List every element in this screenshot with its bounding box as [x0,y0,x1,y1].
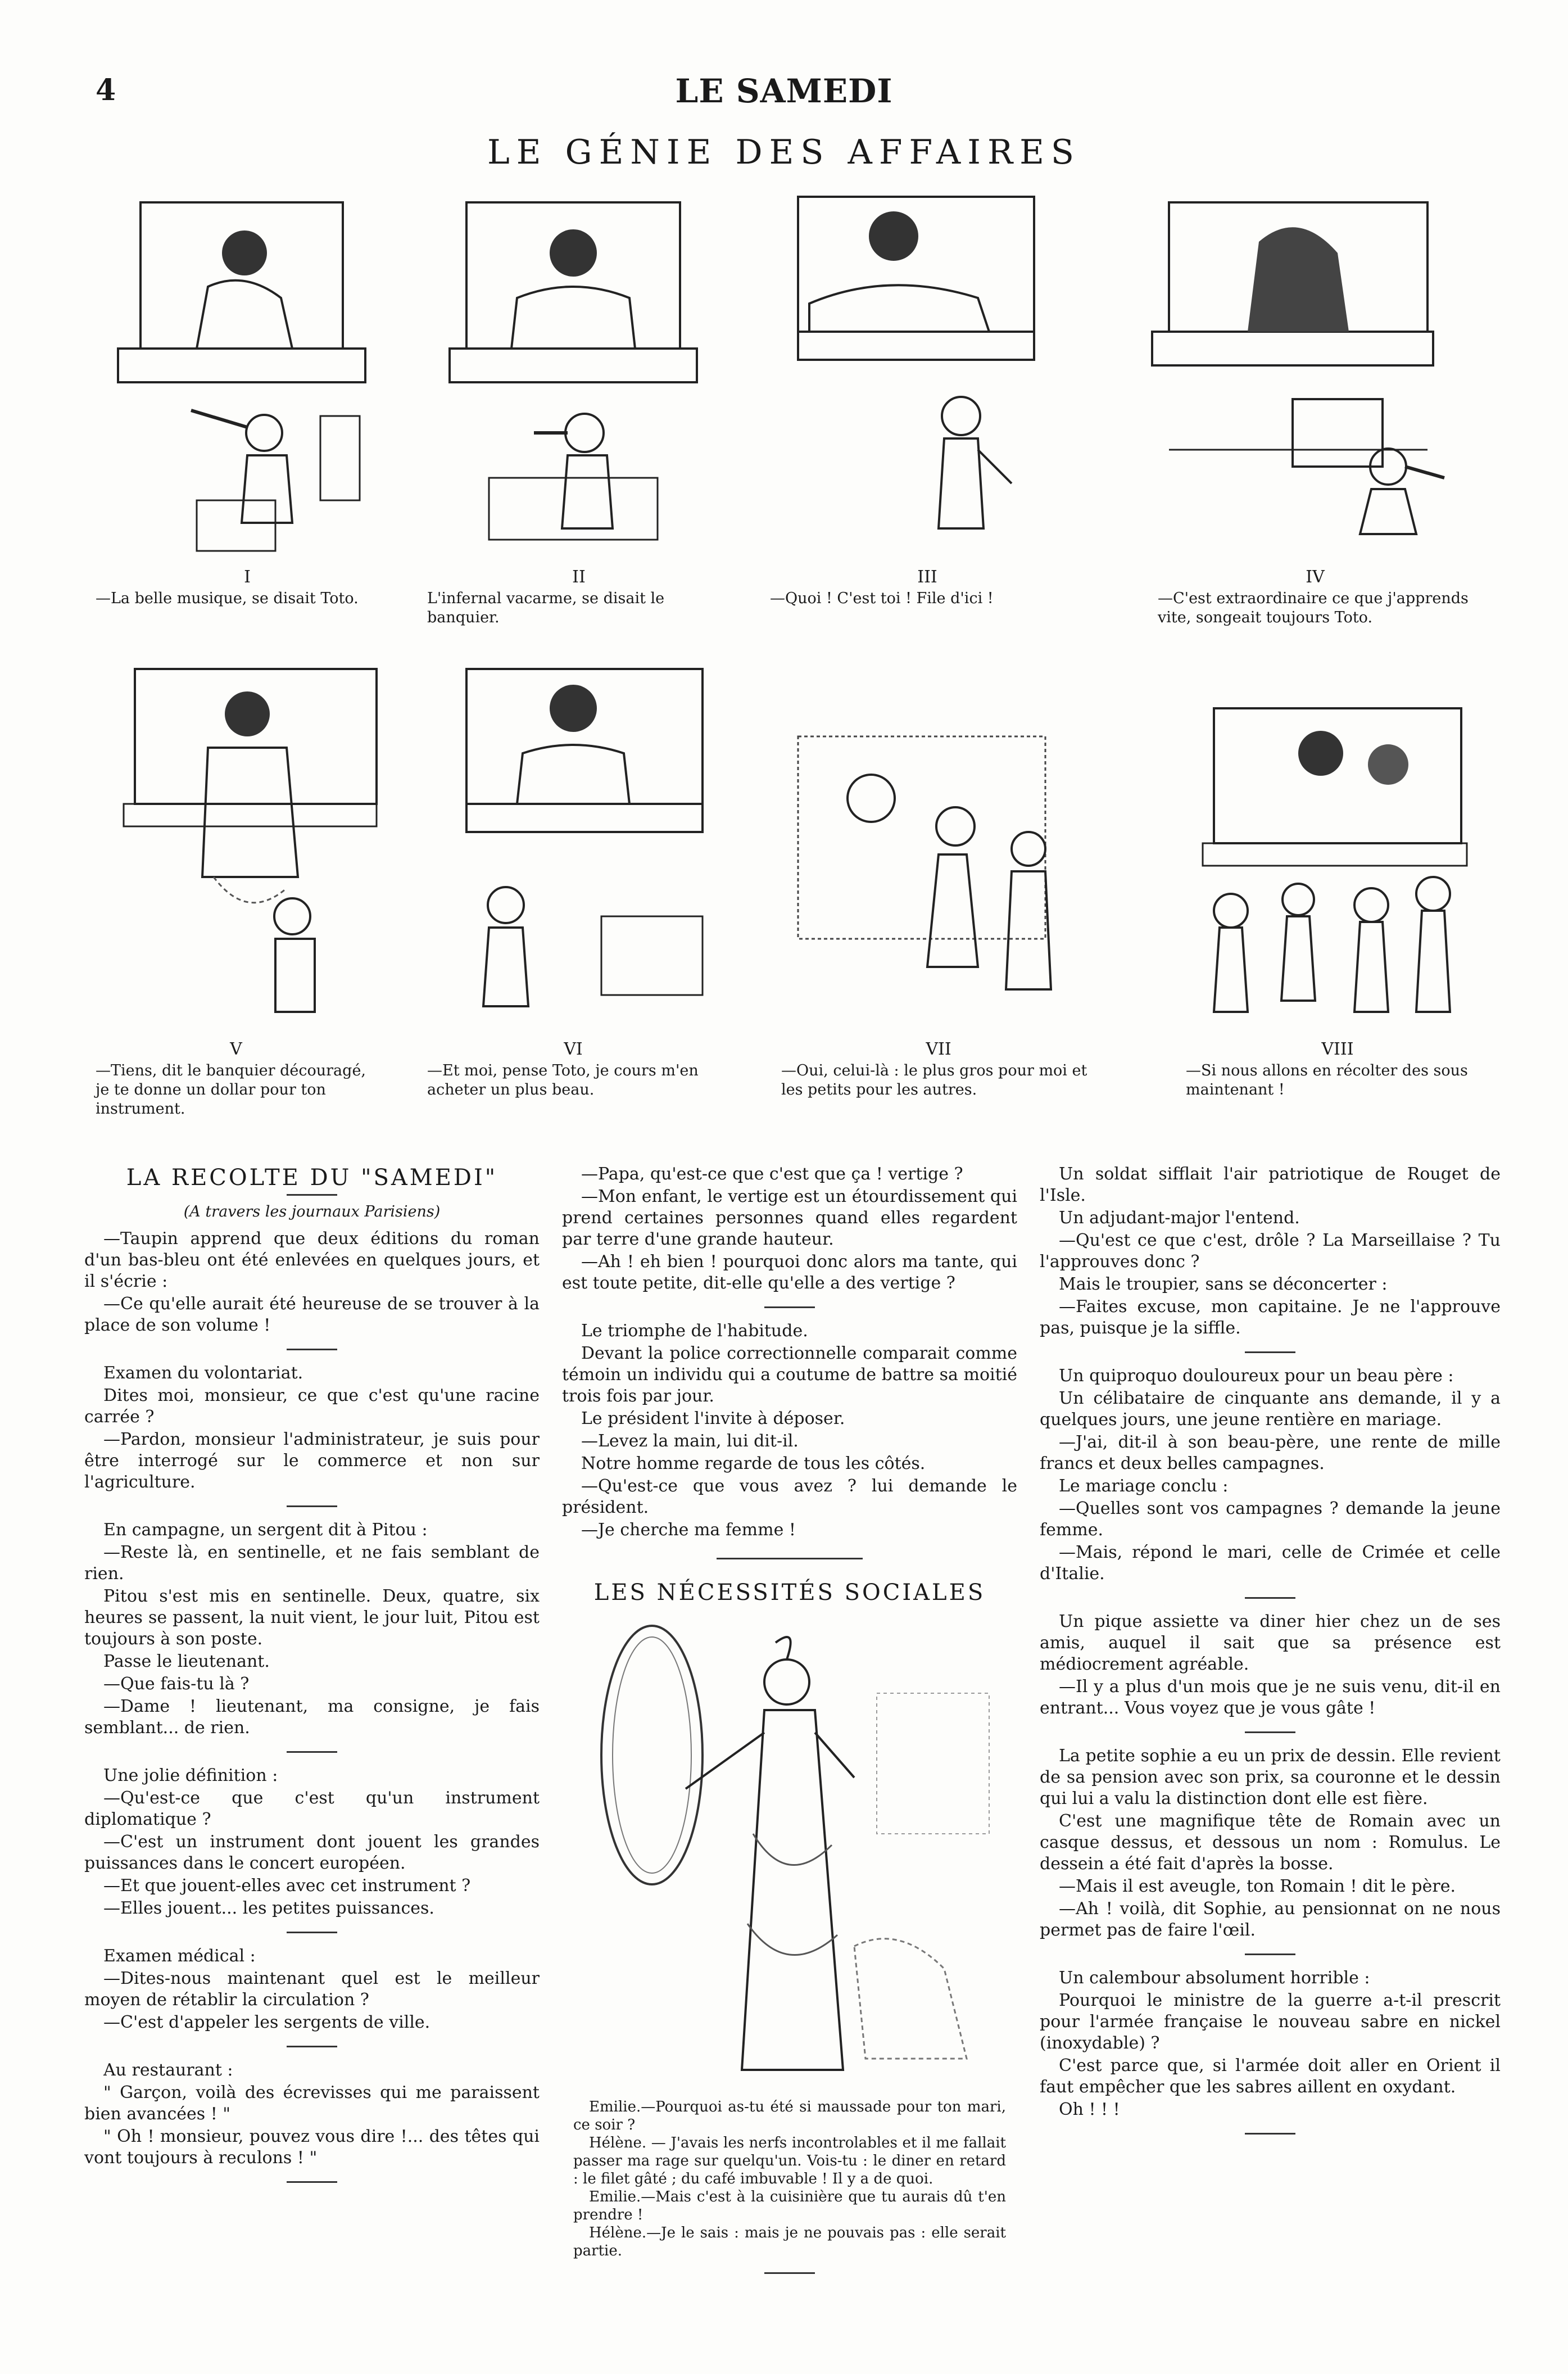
paragraph: —Ah ! voilà, dit Sophie, au pensionnat on ne nous permet pas de faire l'œil. [1040,1899,1501,1940]
paragraph: " Garçon, voilà des écrevisses qui me paraissent bien avancées ! " [84,2083,540,2124]
paragraph: —Elles jouent... les petites puissances. [103,1898,434,1918]
paragraph: —Et que jouent-elles avec cet instrument ? [103,1876,471,1896]
panel-4-text: —C'est extraordinaire ce que j'apprends vite, songeait toujours Toto. [1158,590,1469,626]
cartoon-panel-8 [1186,697,1478,1034]
paragraph: —Ce qu'elle aurait été heureuse de se trouver à la place de son volume ! [84,1294,540,1335]
divider [287,1932,337,1933]
paragraph: Au restaurant : [103,2060,233,2080]
panel-3-drawing [776,169,1068,557]
panel-8-caption [1186,1040,1489,1100]
divider [764,2272,815,2274]
divider [1245,1731,1295,1733]
paragraph: Un quiproquo douloureux pour un beau père : [1059,1366,1454,1386]
paragraph: Devant la police correctionnelle comparait comme témoin un individu qui a coutume de battre sa moitié trois fois par jour. [562,1344,1017,1406]
paragraph: —Taupin apprend que deux éditions du roman d'un bas-bleu ont été enlevées en quelques jours, et il s'écrie : [84,1229,540,1291]
paragraph: C'est parce que, si l'armée doit aller en Orient il faut empêcher que les sabres aillent en oxydant. [1040,2056,1501,2097]
paragraph: —Mon enfant, le vertige est un étourdissement qui prend certaines personnes quand elles regardent par terre d'une grande hauteur. [562,1187,1017,1249]
divider [287,1349,337,1350]
paragraph: Un soldat sifflait l'air patriotique de Rouget de l'Isle. [1040,1164,1501,1205]
panel-7-text: —Oui, celui-là : le plus gros pour moi et les petits pour les autres. [781,1062,1087,1098]
caption-line: Hélène. — J'avais les nerfs incontrolables et il me fallait passer ma rage sur quelqu'un. Vois-tu : le diner en retard : le filet gâté ; du café imbuvable ! Il y a de quoi. [573,2135,1006,2187]
necessites-illustration [562,1609,1017,2098]
paragraph: La petite sophie a eu un prix de dessin. Elle revient de sa pension avec son prix, sa couronne et le dessin qui lui a valu la distinction dont elle est fière. [1040,1746,1501,1808]
paragraph: " Oh ! monsieur, pouvez vous dire !... des têtes qui vont toujours à reculons ! " [84,2127,540,2168]
panel-3-caption [770,568,1085,608]
divider [287,1751,337,1753]
paragraph: Un célibataire de cinquante ans demande, il y a quelques jours, une jeune rentière en mariage. [1040,1389,1501,1430]
paragraph: —J'ai, dit-il à son beau-père, une rente de mille francs et deux belles campagnes. [1040,1432,1501,1473]
paragraph: Dites moi, monsieur, ce que c'est qu'une racine carrée ? [84,1386,540,1427]
paragraph: —Dites-nous maintenant quel est le meilleur moyen de rétablir la circulation ? [84,1969,540,2010]
column-3 [1040,1164,1501,2147]
panel-7-caption [781,1040,1096,1100]
paragraph: Passe le lieutenant. [103,1652,270,1671]
panel-2-text: L'infernal vacarme, se disait le banquier. [427,590,665,626]
cartoon-panel-6 [433,641,736,1034]
panel-3-number: III [917,567,937,587]
paragraph: —C'est d'appeler les sergents de ville. [103,2013,430,2032]
panel-5-text: —Tiens, dit le banquier découragé, je te donne un dollar pour ton instrument. [96,1062,366,1118]
paragraph: Le triomphe de l'habitude. [581,1321,808,1341]
caption-line: Hélène.—Je le sais : mais je ne pouvais pas : elle serait partie. [573,2224,1006,2259]
paragraph: —Que fais-tu là ? [103,1674,250,1694]
paragraph: Pourquoi le ministre de la guerre a-t-il prescrit pour l'armée française le nouveau sabre en nickel (inoxydable) ? [1040,1991,1501,2053]
cartoon-panel-3 [776,169,1068,557]
paragraph: —Reste là, en sentinelle, et ne fais semblant de rien. [84,1543,540,1584]
panel-5-caption [96,1040,377,1119]
divider [1245,1597,1295,1599]
panel-6-number: VI [564,1039,583,1059]
cartoon-panel-2 [433,186,725,557]
panel-6-drawing [433,641,736,1034]
woman-figure-drawing [562,1609,1017,2098]
paragraph: —Levez la main, lui dit-il. [581,1431,799,1451]
divider [764,1306,815,1308]
panel-2-caption [427,568,731,627]
paragraph: —Il y a plus d'un mois que je ne suis venu, dit-il en entrant... Vous voyez que je vous gâte ! [1040,1677,1501,1718]
panel-6-caption [427,1040,719,1100]
paragraph: —Qu'est-ce que c'est qu'un instrument diplomatique ? [84,1788,540,1829]
panel-1-number: I [244,567,251,587]
paragraph: —Dame ! lieutenant, ma consigne, je fais semblant... de rien. [84,1697,540,1738]
paragraph: —Ah ! eh bien ! pourquoi donc alors ma tante, qui est toute petite, dit-elle qu'elle a des vertige ? [562,1252,1017,1293]
divider [1245,2133,1295,2135]
panel-7-number: VII [926,1039,951,1059]
panel-4-drawing [1135,186,1461,557]
panel-1-drawing [107,186,399,557]
paragraph: Examen du volontariat. [103,1363,303,1383]
divider [1245,1351,1295,1353]
cartoon-panel-1 [107,186,399,557]
panel-5-drawing [107,652,410,1034]
paragraph: —Mais il est aveugle, ton Romain ! dit le père. [1059,1876,1456,1896]
masthead: LE SAMEDI [675,72,893,110]
cartoon-panel-4 [1135,186,1461,557]
paragraph: En campagne, un sergent dit à Pitou : [103,1520,428,1540]
paragraph: Un calembour absolument horrible : [1059,1968,1370,1988]
caption-line: Emilie.—Pourquoi as-tu été si maussade pour ton mari, ce soir ? [573,2099,1006,2133]
divider [287,1194,337,1196]
recolte-subheading: (A travers les journaux Parisiens) [183,1203,441,1220]
panel-8-drawing [1186,697,1478,1034]
panel-4-caption [1158,568,1472,627]
paragraph: —C'est un instrument dont jouent les grandes puissances dans le concert européen. [84,1832,540,1873]
paragraph: —Mais, répond le mari, celle de Crimée et celle d'Italie. [1040,1543,1501,1584]
paragraph: Un adjudant-major l'entend. [1059,1208,1300,1228]
panel-2-drawing [433,186,725,557]
divider [717,1558,863,1559]
paragraph: Oh ! ! ! [1059,2100,1120,2119]
paragraph: —Faites excuse, mon capitaine. Je ne l'approuve pas, puisque je la siffle. [1040,1297,1501,1338]
column-2 [562,1164,1017,2286]
divider [287,2181,337,2183]
page-number: 4 [96,73,116,107]
paragraph: —Quelles sont vos campagnes ? demande la jeune femme. [1040,1499,1501,1540]
divider [1245,1954,1295,1955]
paragraph: C'est une magnifique tête de Romain avec un casque dessus, et dessous un nom : Romulus. Le dessein a été fait d'après la bosse. [1040,1811,1501,1874]
paragraph: —Qu'est-ce que vous avez ? lui demande le président. [562,1476,1017,1517]
paragraph: Examen médical : [103,1946,256,1966]
paragraph: —Pardon, monsieur l'administrateur, je suis pour être interrogé sur le commerce et non sur l'agriculture. [84,1430,540,1492]
paragraph: —Je cherche ma femme ! [581,1520,796,1540]
paragraph: Le président l'invite à déposer. [581,1409,845,1428]
panel-4-number: IV [1306,567,1325,587]
panel-7-drawing [787,720,1090,1034]
paragraph: Pitou s'est mis en sentinelle. Deux, quatre, six heures se passent, la nuit vient, le jour luit, Pitou est toujours à son poste. [84,1586,540,1649]
divider [287,1505,337,1507]
cartoon-panel-5 [107,652,410,1034]
paragraph: —Papa, qu'est-ce que c'est que ça ! vertige ? [581,1164,963,1184]
column-1 [84,1164,540,2195]
paragraph: —Qu'est ce que c'est, drôle ? La Marseillaise ? Tu l'approuves donc ? [1040,1231,1501,1272]
panel-1-text: —La belle musique, se disait Toto. [96,590,359,607]
cartoon-panel-7 [787,720,1090,1034]
panel-6-text: —Et moi, pense Toto, je cours m'en acheter un plus beau. [427,1062,699,1098]
panel-2-number: II [572,567,586,587]
paragraph: Le mariage conclu : [1059,1476,1229,1496]
paragraph: Notre homme regarde de tous les côtés. [581,1454,926,1473]
panel-3-text: —Quoi ! C'est toi ! File d'ici ! [770,590,994,607]
panel-1-caption [96,568,399,608]
necessites-heading: LES NÉCESSITÉS SOCIALES [593,1580,986,1606]
paragraph: Une jolie définition : [103,1766,278,1785]
paragraph: Un pique assiette va diner hier chez un de ses amis, auquel il sait que sa présence est médiocrement agréable. [1040,1612,1501,1674]
divider [287,2046,337,2047]
panel-8-text: —Si nous allons en récolter des sous maintenant ! [1186,1062,1468,1098]
caption-line: Emilie.—Mais c'est à la cuisinière que tu aurais dû t'en prendre ! [573,2188,1006,2223]
necessites-caption [562,2098,1017,2260]
panel-8-number: VIII [1321,1039,1354,1059]
recolte-heading: LA RECOLTE DU "SAMEDI" [126,1165,498,1191]
paragraph: Mais le troupier, sans se déconcerter : [1059,1274,1388,1294]
panel-5-number: V [230,1039,242,1059]
cartoon-title: LE GÉNIE DES AFFAIRES [487,133,1081,172]
